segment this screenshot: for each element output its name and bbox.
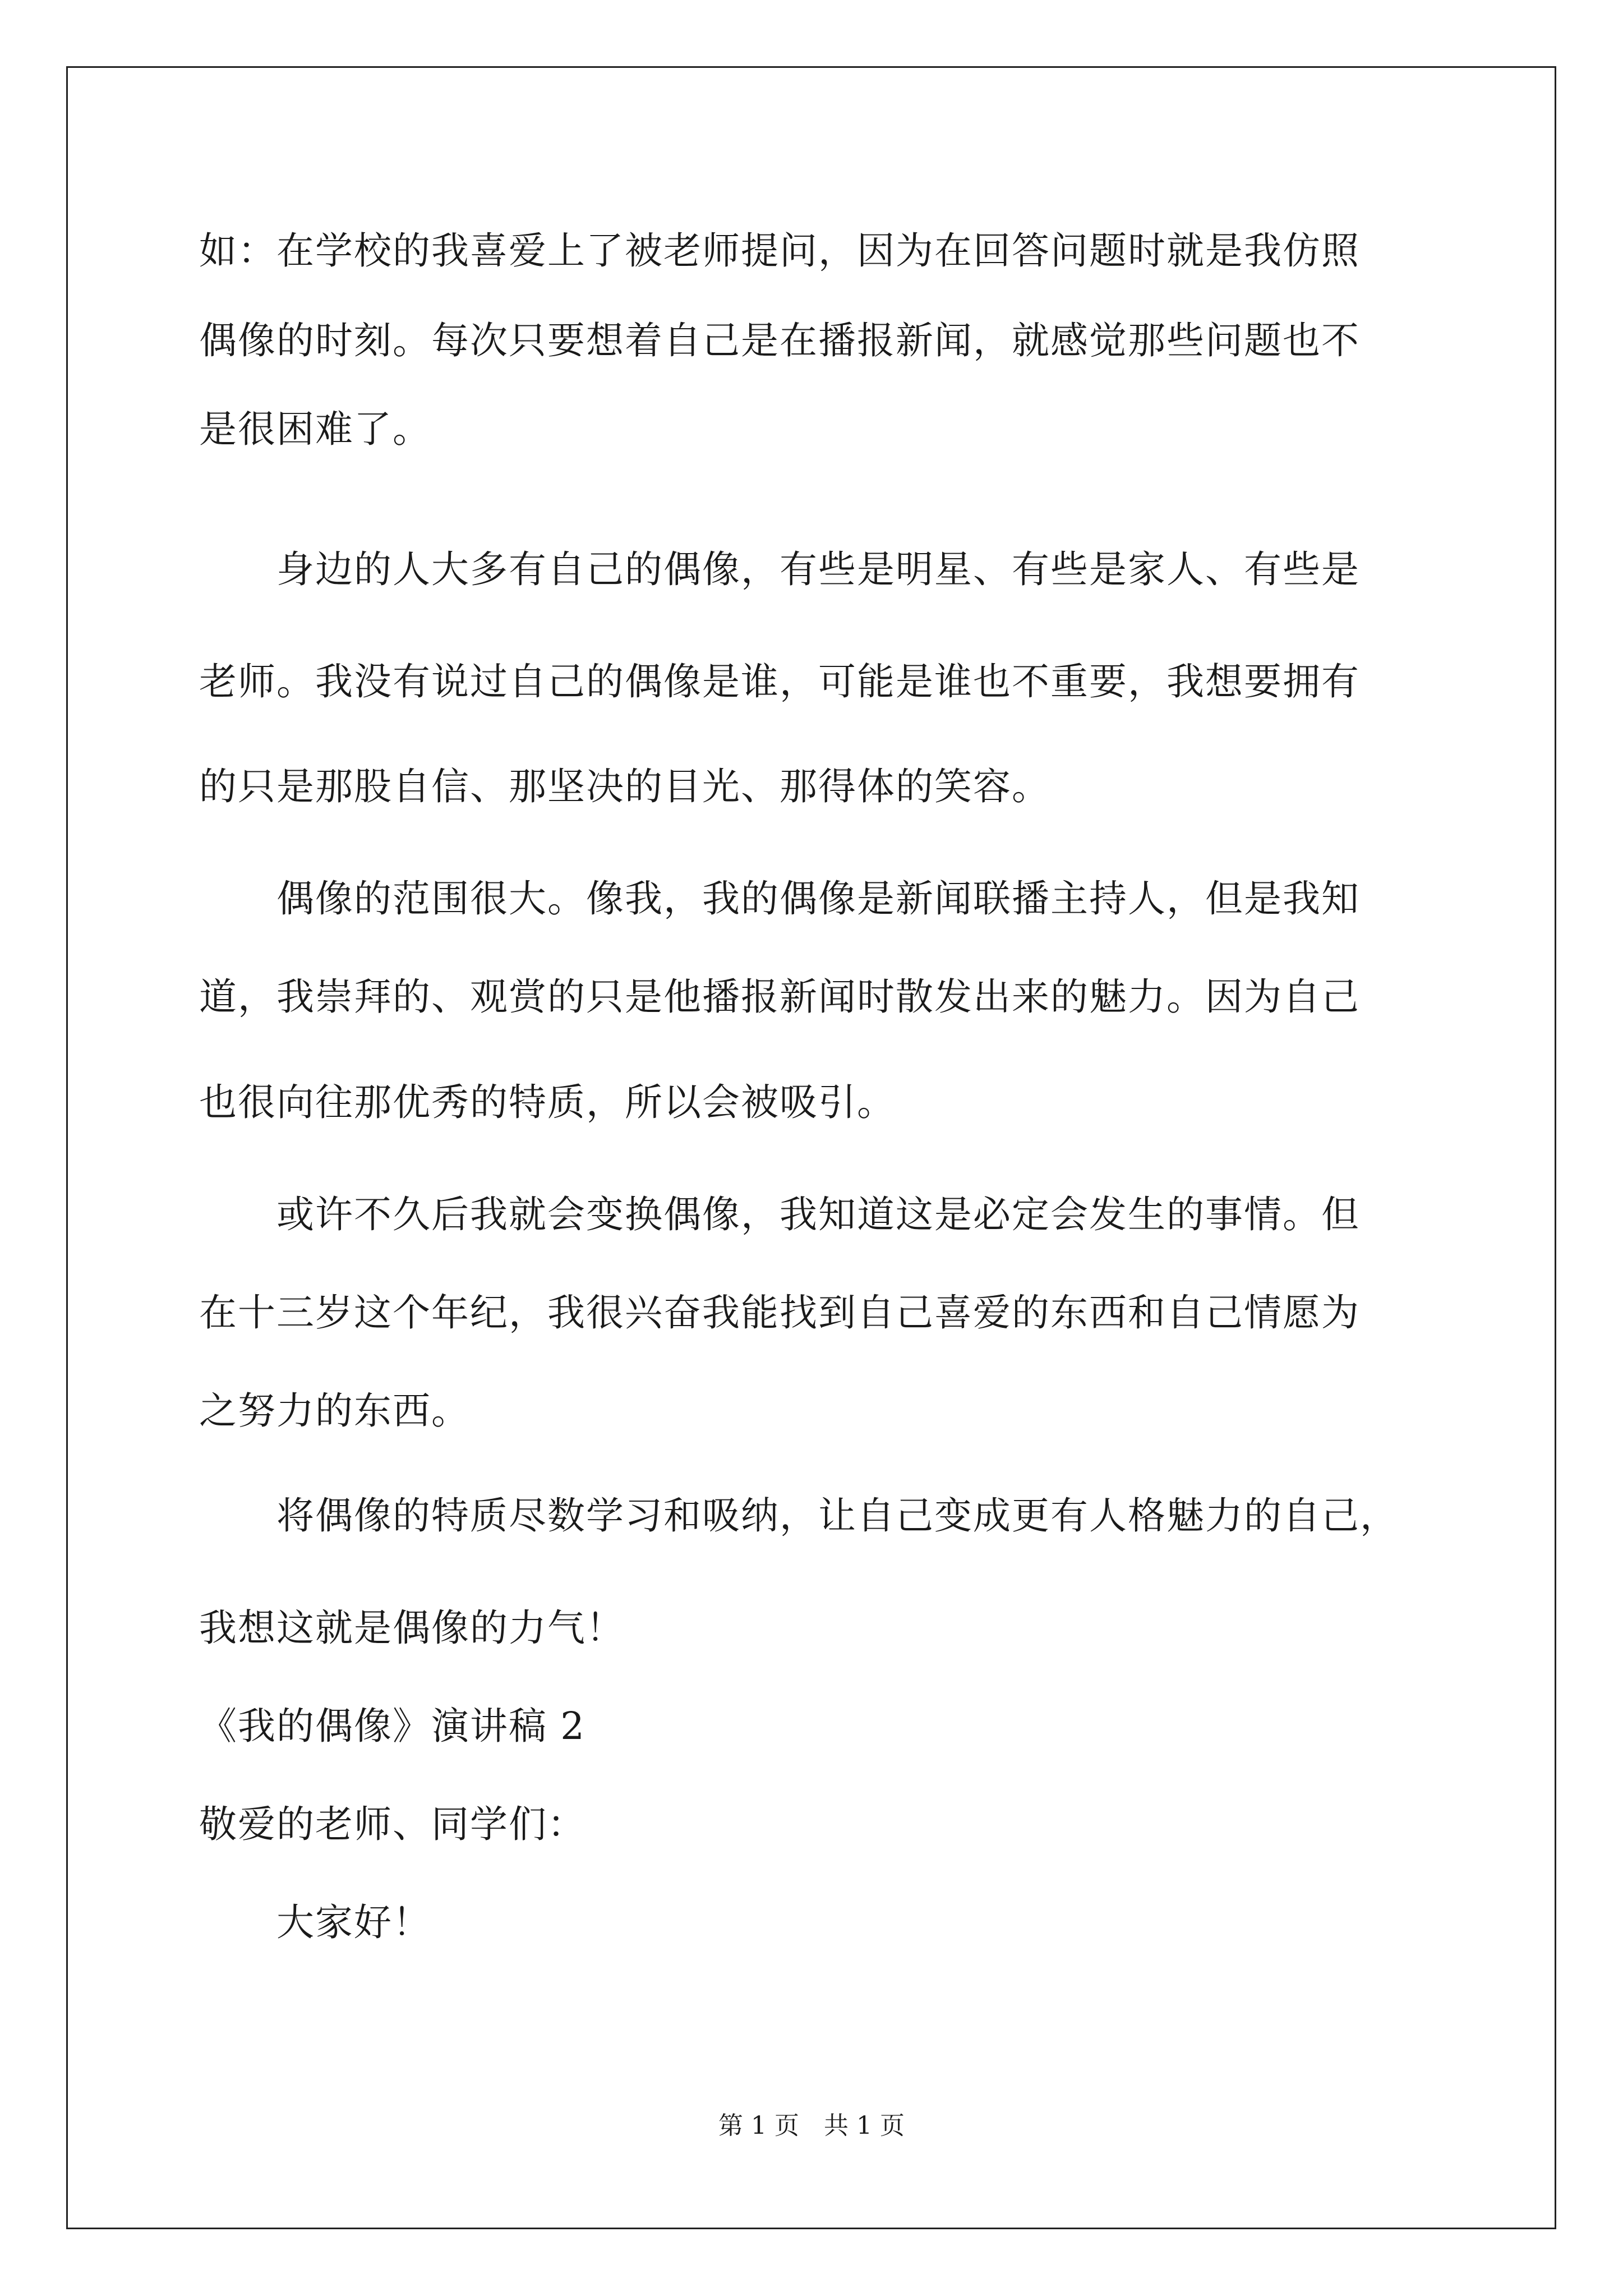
- text-line: 如：在学校的我喜爱上了被老师提问，因为在回答问题时就是我仿照: [199, 229, 1360, 273]
- text-line: 偶像的时刻。每次只要想着自己是在播报新闻，就感觉那些问题也不: [199, 319, 1360, 362]
- text-line: 在十三岁这个年纪，我很兴奋我能找到自己喜爱的东西和自己情愿为: [199, 1291, 1360, 1335]
- text-line: 我想这就是偶像的力气！: [199, 1606, 625, 1650]
- text-line: 也很向往那优秀的特质，所以会被吸引。: [199, 1080, 896, 1124]
- text-line: 或许不久后我就会变换偶像，我知道这是必定会发生的事情。但: [199, 1193, 1360, 1236]
- text-line: 老师。我没有说过自己的偶像是谁，可能是谁也不重要，我想要拥有: [199, 660, 1360, 703]
- text-line: 偶像的范围很大。像我，我的偶像是新闻联播主持人，但是我知: [199, 877, 1360, 921]
- text-line: 道，我崇拜的、观赏的只是他播报新闻时散发出来的魅力。因为自己: [199, 975, 1360, 1019]
- greeting: 大家好！: [199, 1901, 431, 1944]
- text-line: 之努力的东西。: [199, 1389, 470, 1433]
- text-line: 是很困难了。: [199, 407, 431, 451]
- page-footer: 第 1 页 共 1 页: [718, 2111, 905, 2140]
- text-line: 身边的人大多有自己的偶像，有些是明星、有些是家人、有些是: [199, 547, 1360, 591]
- section-heading: 《我的偶像》演讲稿 2: [199, 1704, 585, 1748]
- text-line: 将偶像的特质尽数学习和吸纳，让自己变成更有人格魅力的自己，: [199, 1494, 1399, 1538]
- text-line: 的只是那股自信、那坚决的目光、那得体的笑容。: [199, 765, 1050, 808]
- salutation: 敬爱的老师、同学们：: [199, 1802, 586, 1846]
